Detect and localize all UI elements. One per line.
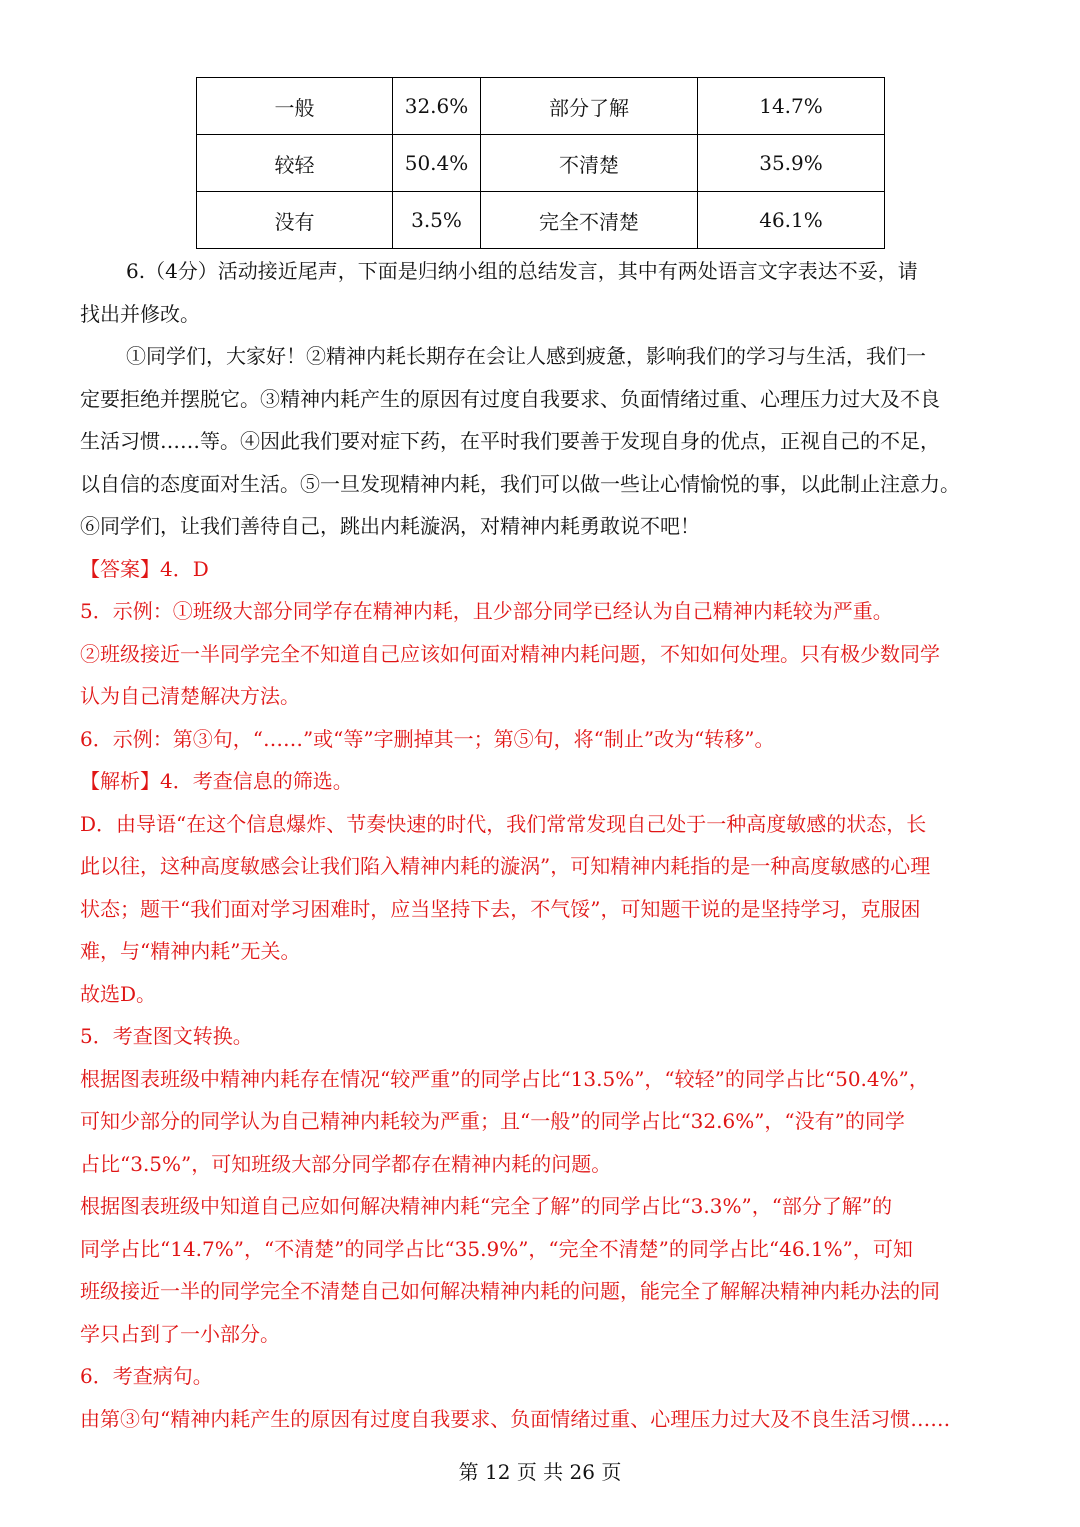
analysis-line: 学只占到了一小部分。 — [80, 1321, 280, 1346]
table-cell: 一般 — [197, 78, 393, 135]
analysis-text: 4．考查信息的筛选。 — [160, 769, 353, 793]
passage-line: ①同学们，大家好！②精神内耗长期存在会让人感到疲惫，影响我们的学习与生活，我们一 — [126, 344, 926, 368]
question-stem: 6.（4分）活动接近尾声，下面是归纳小组的总结发言，其中有两处语言文字表达不妥，请 — [126, 259, 918, 283]
table-cell: 35.9% — [698, 135, 885, 192]
answer-line: 5．示例：①班级大部分同学存在精神内耗，且少部分同学已经认为自己精神内耗较为严重。 — [80, 599, 893, 623]
answer-line: ②班级接近一半同学完全不知道自己应该如何面对精神内耗问题，不知如何处理。只有极少数同学 — [80, 641, 940, 666]
table-cell: 部分了解 — [481, 78, 698, 135]
analysis-line: 同学占比“14.7%”，“不清楚”的同学占比“35.9%”，“完全不清楚”的同学占比“46.1%”，可知 — [80, 1236, 913, 1261]
survey-table — [196, 77, 885, 249]
table-cell: 较轻 — [197, 135, 393, 192]
passage-line: 定要拒绝并摆脱它。③精神内耗产生的原因有过度自我要求、负面情绪过重、心理压力过大及不良 — [80, 386, 940, 411]
table-cell: 50.4% — [393, 135, 481, 192]
passage-line: ⑥同学们，让我们善待自己，跳出内耗漩涡，对精神内耗勇敢说不吧！ — [80, 514, 700, 538]
analysis-line: 根据图表班级中精神内耗存在情况“较严重”的同学占比“13.5%”，“较轻”的同学占比“50.4%”， — [80, 1066, 929, 1091]
analysis-line: 可知少部分的同学认为自己精神内耗较为严重；且“一般”的同学占比“32.6%”，“没有”的同学 — [80, 1109, 905, 1133]
table-cell: 没有 — [197, 192, 393, 249]
analysis-line: 此以往，这种高度敏感会让我们陷入精神内耗的漩涡”，可知精神内耗指的是一种高度敏感的心理 — [80, 854, 931, 878]
table-row — [197, 192, 885, 249]
analysis-line: 故选D。 — [80, 981, 157, 1006]
analysis-line: D．由导语“在这个信息爆炸、节奏快速的时代，我们常常发现自己处于一种高度敏感的状态，长 — [80, 811, 927, 836]
passage-line: 生活习惯……等。④因此我们要对症下药，在平时我们要善于发现自身的优点，正视自己的不足， — [80, 429, 940, 453]
question-stem: 找出并修改。 — [80, 301, 200, 326]
analysis-heading — [80, 760, 1004, 803]
answer-text: 4．D — [160, 556, 209, 581]
table-cell: 完全不清楚 — [481, 192, 698, 249]
table-cell: 32.6% — [393, 78, 481, 135]
analysis-line: 6．考查病句。 — [80, 1364, 213, 1388]
table-cell: 14.7% — [698, 78, 885, 135]
analysis-line: 难，与“精神内耗”无关。 — [80, 939, 301, 963]
analysis-line: 状态；题干“我们面对学习困难时，应当坚持下去，不气馁”，可知题干说的是坚持学习，克服困 — [80, 896, 921, 921]
answer-line: 6．示例：第③句，“……”或“等”字删掉其一；第⑤句，将“制止”改为“转移”。 — [80, 726, 775, 751]
answer-label: 【答案】 — [80, 556, 160, 581]
table-row — [197, 135, 885, 192]
page-footer: 第 12 页 共 26 页 — [458, 1460, 622, 1484]
analysis-label: 【解析】 — [80, 769, 160, 793]
analysis-line: 根据图表班级中知道自己应如何解决精神内耗“完全了解”的同学占比“3.3%”，“部分了解”的 — [80, 1194, 893, 1218]
table-cell: 46.1% — [698, 192, 885, 249]
analysis-line: 占比“3.5%”，可知班级大部分同学都存在精神内耗的问题。 — [80, 1151, 612, 1176]
analysis-line: 5．考查图文转换。 — [80, 1024, 253, 1048]
table-row — [197, 78, 885, 135]
analysis-line: 由第③句“精神内耗产生的原因有过度自我要求、负面情绪过重、心理压力过大及不良生活习惯…… — [80, 1406, 951, 1431]
question-block — [80, 250, 1004, 1440]
passage-line: 以自信的态度面对生活。⑤一旦发现精神内耗，我们可以做一些让心情愉悦的事，以此制止注意力。 — [80, 471, 960, 496]
answer-heading — [80, 548, 1004, 591]
analysis-line: 班级接近一半的同学完全不清楚自己如何解决精神内耗的问题，能完全了解解决精神内耗办法的同 — [80, 1279, 940, 1303]
table-cell: 3.5% — [393, 192, 481, 249]
table-cell: 不清楚 — [481, 135, 698, 192]
answer-line: 认为自己清楚解决方法。 — [80, 684, 300, 708]
